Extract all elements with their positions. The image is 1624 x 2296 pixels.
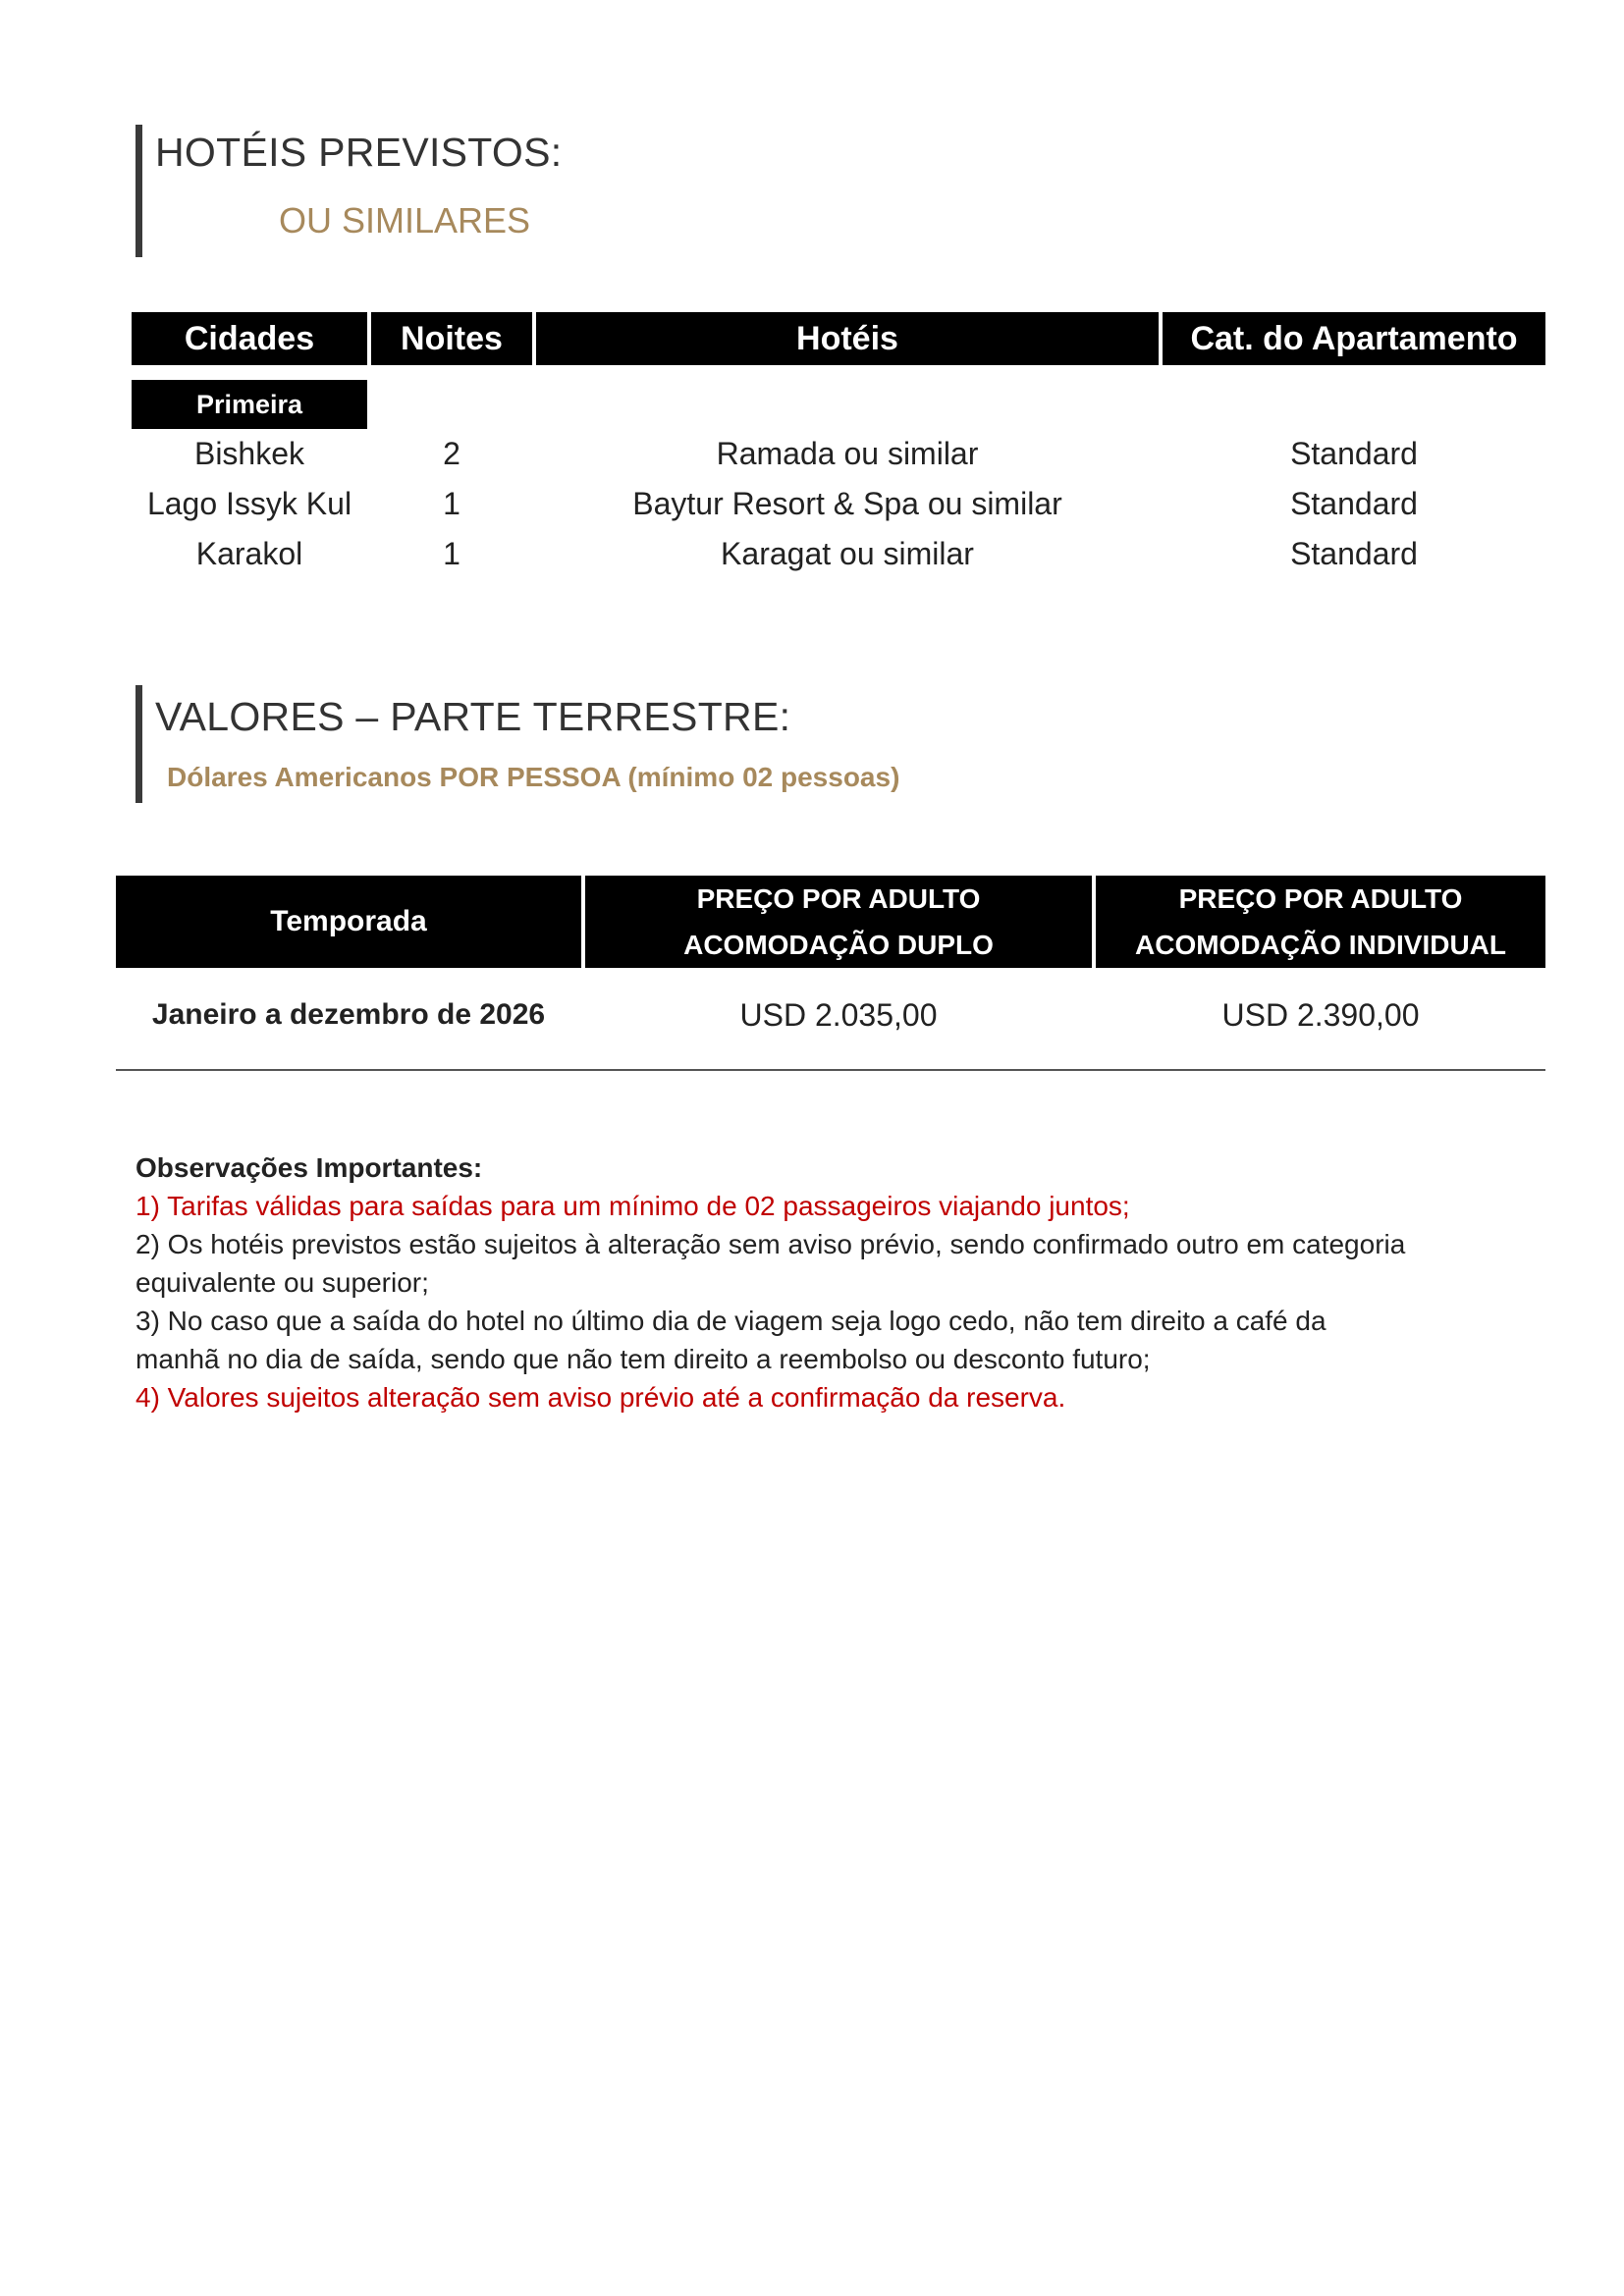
note-item: 4) Valores sujeitos alteração sem aviso prévio até a confirmação da reserva. [135, 1382, 1066, 1413]
note-item: 2) Os hotéis previstos estão sujeitos à alteração sem aviso prévio, sendo confirmado outro em categoria equivalente ou superior; [135, 1229, 1406, 1298]
price-season: Janeiro a dezembro de 2026 [151, 998, 546, 1031]
hotel-city: Bishkek [193, 436, 305, 471]
hotels-header-cities: Cidades [132, 312, 367, 365]
hotel-room-category: Standard [1290, 436, 1418, 471]
notes-block [135, 1148, 1412, 1416]
hotel-nights: 1 [443, 536, 460, 571]
hotel-nights: 1 [443, 486, 460, 521]
hotel-name: Ramada ou similar [716, 436, 979, 471]
hotels-section-subtitle: OU SIMILARES [279, 200, 531, 240]
prices-section-title: VALORES – PARTE TERRESTRE: [155, 694, 791, 739]
prices-header-single-line2: ACOMODAÇÃO INDIVIDUAL [1135, 930, 1506, 960]
price-single: USD 2.390,00 [1221, 997, 1420, 1033]
prices-header-double-line1: PREÇO POR ADULTO [696, 883, 981, 914]
hotel-room-category: Standard [1290, 486, 1418, 521]
category-tag: Primeira [132, 380, 367, 429]
note-item: 3) No caso que a saída do hotel no último dia de viagem seja logo cedo, não tem direito a café da manhã no dia de saída, sendo que não tem direito a reembolso ou desconto futuro; [135, 1306, 1326, 1374]
prices-header-double [585, 876, 1092, 968]
hotel-name: Karagat ou similar [721, 536, 974, 571]
hotels-section-title: HOTÉIS PREVISTOS: [155, 130, 563, 175]
prices-header-season-label: Temporada [270, 905, 427, 937]
prices-header-single [1096, 876, 1545, 968]
hotel-room-category: Standard [1290, 536, 1418, 571]
notes-title: Observações Importantes: [135, 1152, 483, 1183]
prices-section-subtitle: Dólares Americanos POR PESSOA (mínimo 02 pessoas) [167, 762, 900, 792]
prices-header-season [116, 876, 581, 968]
section-accent-bar [135, 125, 142, 257]
prices-header-single-line1: PREÇO POR ADULTO [1178, 883, 1463, 914]
hotel-city: Lago Issyk Kul [146, 486, 352, 521]
price-double: USD 2.035,00 [739, 997, 938, 1033]
prices-header-double-line2: ACOMODAÇÃO DUPLO [683, 930, 994, 960]
table-bottom-rule [116, 1069, 1545, 1071]
hotels-header-nights: Noites [371, 312, 532, 365]
hotel-nights: 2 [443, 436, 460, 471]
hotel-name: Baytur Resort & Spa ou similar [632, 486, 1062, 521]
note-item: 1) Tarifas válidas para saídas para um mínimo de 02 passageiros viajando juntos; [135, 1191, 1130, 1221]
hotel-city: Karakol [195, 536, 303, 571]
hotels-header-room-category: Cat. do Apartamento [1163, 312, 1545, 365]
section-accent-bar [135, 685, 142, 803]
hotels-header-hotels: Hotéis [536, 312, 1159, 365]
